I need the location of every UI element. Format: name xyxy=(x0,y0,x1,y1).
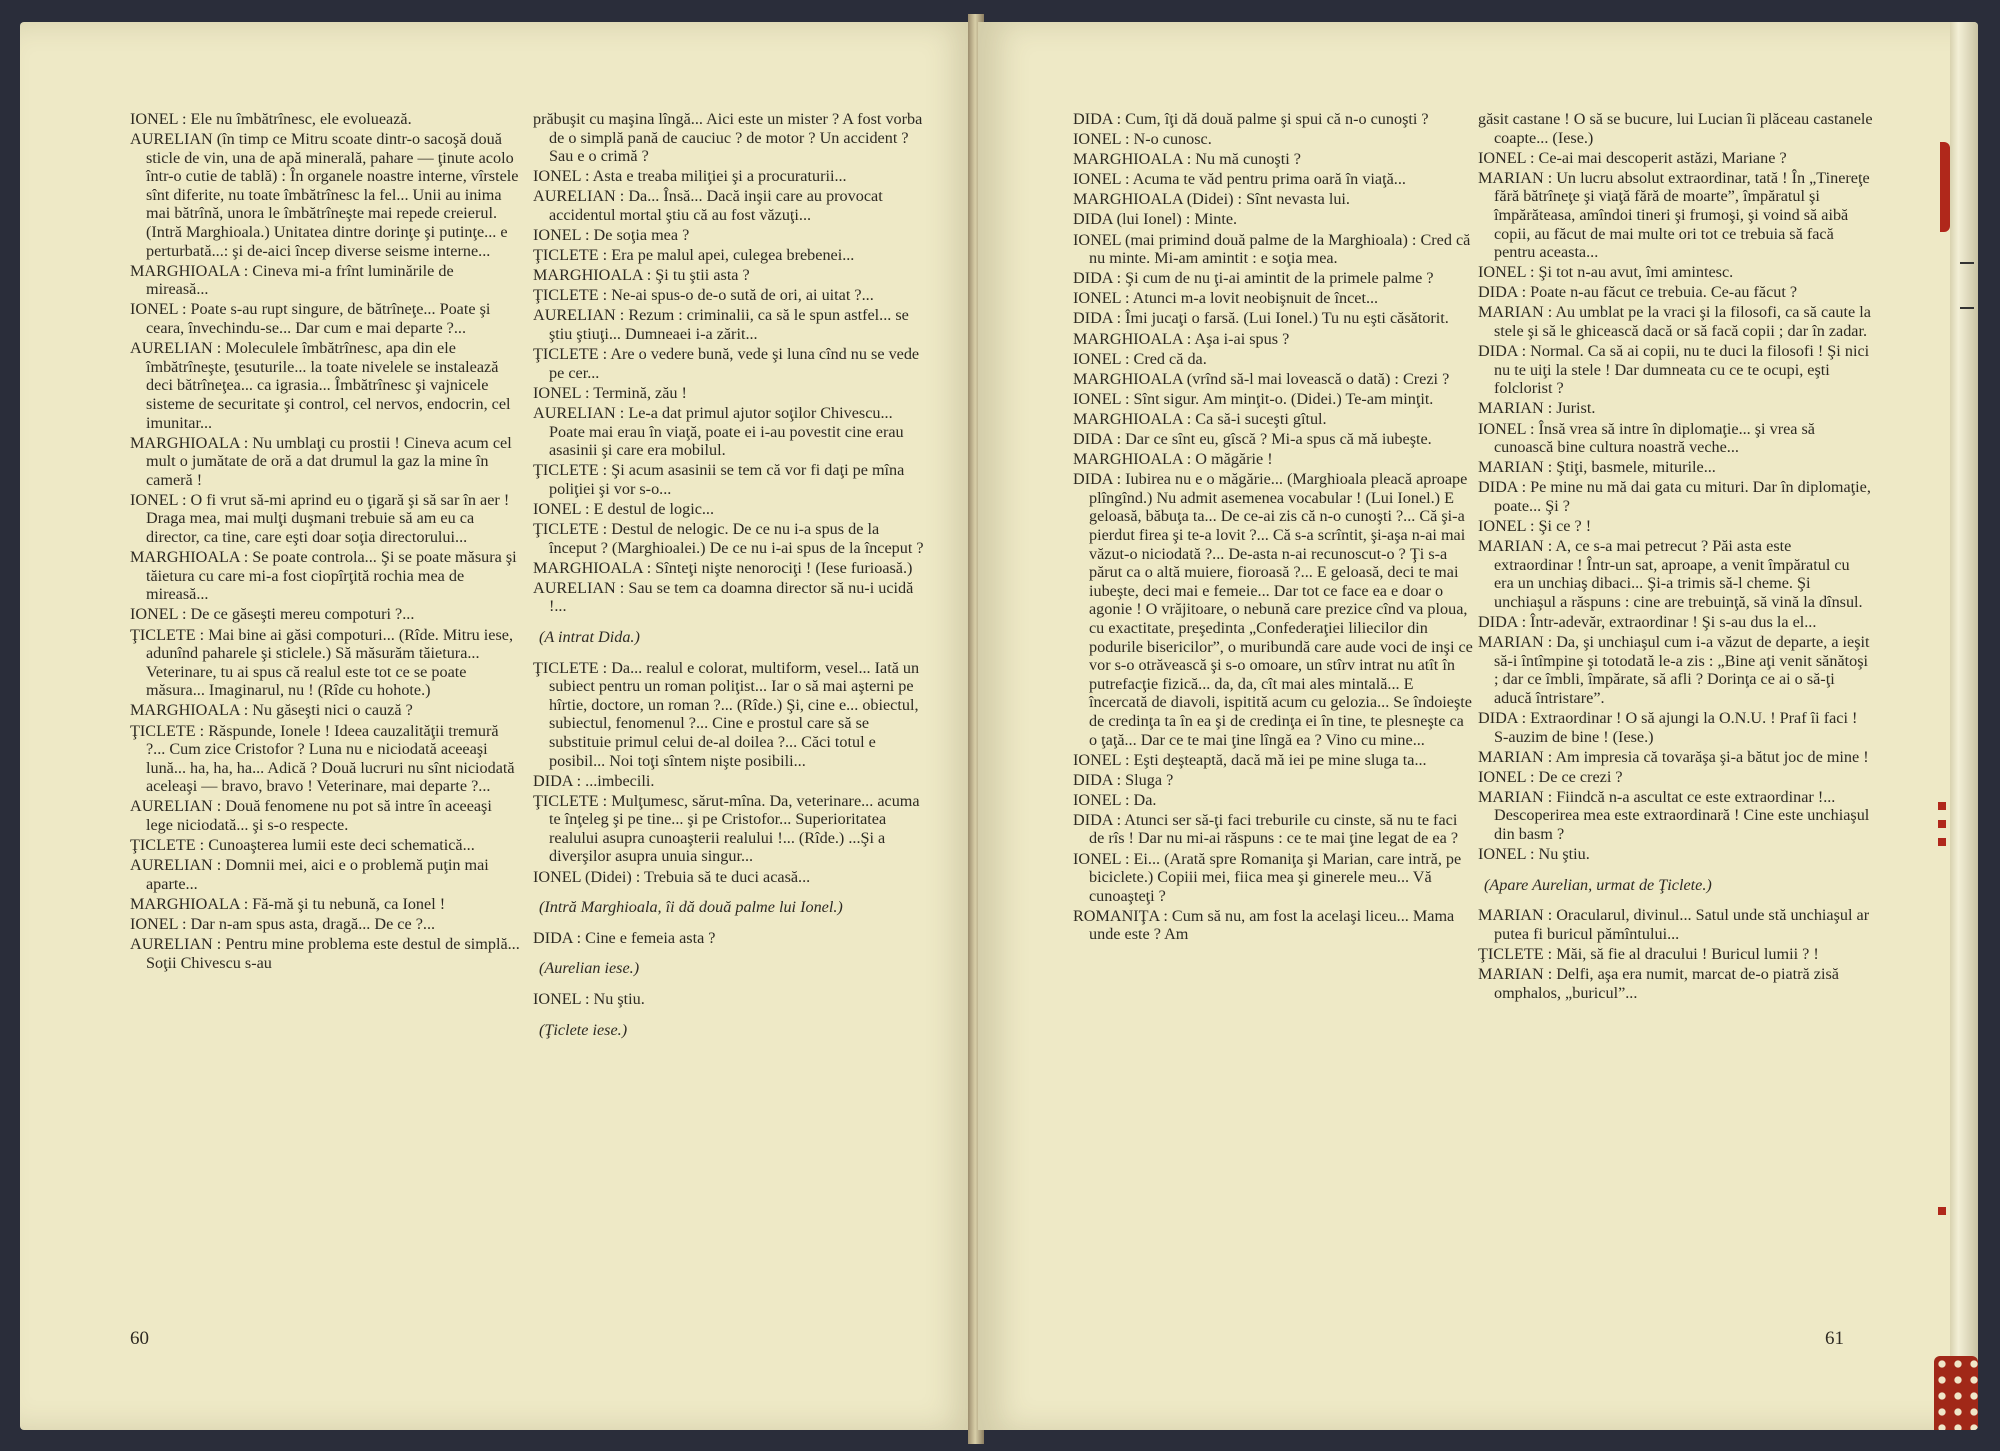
script-line: IONEL (Didei) : Trebuia să te duci acasă... xyxy=(533,867,811,886)
script-line: DIDA : Normal. Ca să ai copii, nu te duci la filosofi ! Şi nici nu te uiţi la stele ! Dar dumneata cu ce te ocupi, eşti folclorist ? xyxy=(1478,342,1870,398)
script-line: IONEL : Dar n-am spus asta, dragă... De ce ?... xyxy=(130,914,436,933)
left-page-column-1 xyxy=(130,110,520,974)
script-line: MARIAN : Am impresia că tovarăşa şi-a bătut joc de mine ! xyxy=(1478,747,1869,766)
script-line: IONEL : Da. xyxy=(1073,790,1157,809)
script-line: DIDA : Extraordinar ! O să ajungi la O.N.U. ! Praf îi faci ! S-auzim de bine ! (Iese.) xyxy=(1478,708,1858,746)
page-number-left: 60 xyxy=(130,1328,149,1349)
script-line: AURELIAN : Domnii mei, aici e o problemă puţin mai aparte... xyxy=(130,856,489,893)
bookmark-tab xyxy=(1940,142,1950,232)
script-line: IONEL : De ce găseşti mereu compoturi ?... xyxy=(130,605,415,624)
script-line: IONEL : Eşti deşteaptă, dacă mă iei pe mine sluga ta... xyxy=(1073,750,1427,769)
script-line: MARIAN : Jurist. xyxy=(1478,399,1596,418)
script-line: AURELIAN : Sau se tem ca doamna director să nu-i ucidă !... xyxy=(533,578,914,616)
script-line: ŢICLETE : Ne-ai spus-o de-o sută de ori, ai uitat ?... xyxy=(533,286,874,305)
script-line: MARIAN : A, ce s-a mai petrecut ? Păi asta este extraordinar ! Într-un sat, aproape, a venit împăratul cu era un unchiaş dibaci... Şi-a trimis să-l cheme. Şi unchiaşul a răspuns : cine are trebuinţă, să vină la dînsul. xyxy=(1478,537,1863,611)
script-line: DIDA : Pe mine nu mă dai gata cu mituri. Dar în diplomaţie, poate... Şi ? xyxy=(1478,478,1871,515)
right-page-column-1 xyxy=(1073,110,1473,946)
script-line: MARGHIOALA : O măgărie ! xyxy=(1073,450,1273,469)
script-line: IONEL : Asta e treaba miliţiei şi a procuraturii... xyxy=(533,167,847,186)
script-line: MARIAN : Oracularul, divinul... Satul unde stă unchiaşul ar putea fi buricul pămîntului... xyxy=(1478,906,1870,943)
script-line: IONEL : De ce crezi ? xyxy=(1478,767,1623,786)
script-line: IONEL : Ele nu îmbătrînesc, ele evoluează. xyxy=(130,110,412,128)
script-line: MARGHIOALA : Se poate controla... Şi se poate măsura şi tăietura cu care mi-a fost ciopîrţită rochia mea de mireasă... xyxy=(130,548,517,604)
script-line: MARGHIOALA (vrînd să-l mai lovească o dată) : Crezi ? xyxy=(1073,369,1450,388)
book-cover-edge xyxy=(0,0,2000,22)
script-line: IONEL : Termină, zău ! xyxy=(533,383,687,402)
script-line: (Ţiclete iese.) xyxy=(539,1020,628,1039)
script-line: DIDA : Într-adevăr, extraordinar ! Şi s-au dus la el... xyxy=(1478,612,1817,631)
script-line: MARGHIOALA : Şi tu ştii asta ? xyxy=(533,266,750,285)
script-line: DIDA : Poate n-au făcut ce trebuia. Ce-au făcut ? xyxy=(1478,283,1798,302)
script-line: (A intrat Dida.) xyxy=(539,627,640,646)
script-line: AURELIAN : Da... Însă... Dacă inşii care au provocat accidentul mortal ştiu că au fost văzuţi... xyxy=(533,187,883,224)
script-line: IONEL : Însă vrea să intre în diplomaţie... şi vrea să cunoască bine cultura noastră veche... xyxy=(1478,419,1815,457)
script-line: MARGHIOALA : Nu găseşti nici o cauză ? xyxy=(130,701,413,720)
edge-mark xyxy=(1960,307,1974,309)
script-line: MARGHIOALA : Aşa i-ai spus ? xyxy=(1073,329,1290,348)
script-line: IONEL : O fi vrut să-mi aprind eu o ţigară şi să sar în aer ! Draga mea, mai mulţi duşmani trebuie să am eu ca director, ca tine, care eşti doar soţia directorului... xyxy=(130,490,510,547)
script-line: MARGHIOALA : Nu mă cunoşti ? xyxy=(1073,150,1301,169)
right-page-column-2 xyxy=(1478,110,1873,1004)
page-number-right: 61 xyxy=(1825,1328,1844,1349)
script-line: IONEL (mai primind două palme de la Marghioala) : Cred că nu minte. Mi-am amintit : e soţia mea. xyxy=(1073,230,1471,268)
script-line: ŢICLETE : Mulţumesc, sărut-mîna. Da, veterinare... acuma te înţeleg şi pe tine... şi pe Cristofor... Superioritatea realului asupra cunoaşterii realului !... (Rîde.) ...Şi a diverşilor asupra unuia singur... xyxy=(533,791,920,866)
script-line: ŢICLETE : Are o vedere bună, vede şi luna cînd nu se vede pe cer... xyxy=(533,345,920,382)
script-line: DIDA : ...imbecili. xyxy=(533,771,655,790)
script-line: (Apare Aurelian, urmat de Ţiclete.) xyxy=(1484,875,1712,894)
script-line: ŢICLETE : Da... realul e colorat, multiform, vesel... Iată un subiect pentru un roman poliţist... Iar o să mai aşterni pe hîrtie, doctore, un roman ?... (Rîde.) Şi, cine e... obiectul, subiectul, fenomenul ?... Cine e prostul care să se substituie primul celui de-al doilea ?... Căci totul e posibil... Noi toţi sîntem nişte posibili... xyxy=(533,658,920,770)
script-line: IONEL : Poate s-au rupt singure, de bătrîneţe... Poate şi ceara, învechindu-se... Dar cum e mai departe ?... xyxy=(130,300,491,338)
script-line: DIDA : Îmi jucaţi o farsă. (Lui Ionel.) Tu nu eşti căsătorit. xyxy=(1073,309,1449,328)
left-page xyxy=(20,22,975,1430)
script-line: MARGHIOALA : Sînteţi nişte nenorociţi ! (Iese furioasă.) xyxy=(533,558,913,577)
script-line: ŢICLETE : Măi, să fie al dracului ! Buricul lumii ? ! xyxy=(1478,944,1819,963)
script-line: ŢICLETE : Cunoaşterea lumii este deci schematică... xyxy=(130,836,475,855)
script-line: (Intră Marghioala, îi dă două palme lui Ionel.) xyxy=(539,898,843,917)
script-line: ŢICLETE : Mai bine ai găsi compoturi... (Rîde. Mitru iese, adunînd paharele şi sticlele.) Să măsurăm tăietura... Veterinare, tu ai spus că realul este tot ce se poate măsura... Imaginarul, nu ! (Rîde cu hohote.) xyxy=(130,625,514,700)
script-line: găsit castane ! O să se bucure, lui Lucian îi plăceau castanele coapte... (Iese.) xyxy=(1478,110,1873,147)
script-line: MARGHIOALA (Didei) : Sînt nevasta lui. xyxy=(1073,190,1350,209)
script-line: IONEL : Nu ştiu. xyxy=(533,989,645,1008)
script-line: MARIAN : Au umblat pe la vraci şi la filosofi, ca să caute la stele şi să le ghicească dacă or să facă copii ; dar în zadar. xyxy=(1478,303,1871,341)
edge-mark xyxy=(1938,820,1946,828)
script-line: IONEL : Cred că da. xyxy=(1073,349,1207,368)
script-line: IONEL : Acuma te văd pentru prima oară în viaţă... xyxy=(1073,170,1406,189)
script-line: ROMANIŢA : Cum să nu, am fost la acelaşi liceu... Mama unde este ? Am xyxy=(1073,906,1455,944)
script-line: DIDA : Atunci ser să-ţi faci treburile cu cinste, să nu te faci de rîs ! Dar nu mi-ai răspuns : ce te mai ţine legat de ea ? xyxy=(1073,810,1459,848)
script-line: AURELIAN : Pentru mine problema este destul de simplă... Soţii Chivescu s-au xyxy=(130,935,520,972)
script-line: MARGHIOALA : Nu umblaţi cu prostii ! Cineva acum cel mult o jumătate de oră a dat drumul la gaz la mine în cameră ! xyxy=(130,433,512,489)
script-line: IONEL : Sînt sigur. Am minţit-o. (Didei.) Te-am minţit. xyxy=(1073,389,1434,408)
edge-mark xyxy=(1938,1207,1946,1215)
script-line: IONEL : Şi ce ? ! xyxy=(1478,516,1592,535)
script-line: prăbuşit cu maşina lîngă... Aici este un mister ? A fost vorba de o simplă pană de cauciuc ? de motor ? Un accident ? Sau e o crimă ? xyxy=(533,110,923,166)
edge-mark xyxy=(1938,802,1946,810)
decorative-pattern-ribbon xyxy=(1934,1356,1978,1430)
edge-mark xyxy=(1938,838,1946,846)
script-line: MARIAN : Da, şi unchiaşul cum i-a văzut de departe, a ieşit să-i întîmpine şi totodată le-a zis : „Bine aţi venit sănătoşi ; dar ce îmbli, împărate, să afli ? Dorinţa ce ai o să-ţi aducă întristare”. xyxy=(1478,633,1870,707)
script-line: MARIAN : Ştiţi, basmele, miturile... xyxy=(1478,458,1716,477)
script-line: DIDA : Şi cum de nu ţi-ai amintit de la primele palme ? xyxy=(1073,269,1434,288)
script-line: ŢICLETE : Răspunde, Ionele ! Ideea cauzalităţii tremură ?... Cum zice Cristofor ? Luna nu e niciodată aceeaşi lună... ha, ha, ha... Adică ? Două lucruri nu sînt niciodată aceleaşi — bravo, bravo ! Veterinare, mai departe ?... xyxy=(130,721,515,796)
script-line: MARIAN : Fiindcă n-a ascultat ce este extraordinar !... Descoperirea mea este extraordinară ! Cine este unchiaşul din basm ? xyxy=(1478,787,1870,843)
script-line: AURELIAN : Rezum : criminalii, ca să le spun astfel... se ştiu ştiuţi... Dumneaei i-a zărit... xyxy=(533,306,909,344)
right-page xyxy=(978,22,1978,1430)
script-line: (Aurelian iese.) xyxy=(539,959,640,978)
script-line: AURELIAN : Le-a dat primul ajutor soţilor Chivescu... Poate mai erau în viaţă, poate ei i-au povestit cine erau asasinii şi care era mobilul. xyxy=(533,403,904,460)
script-line: DIDA : Iubirea nu e o măgărie... (Marghioala pleacă aproape plîngînd.) Nu admit asemenea vocabular ! (Lui Ionel.) E geloasă, băbuţa ta... De ce-ai zis că n-o cunoşti ?... Că şi-a pierdut firea şi te-a lovit ?... Că s-a scrîntit, şi-aşa n-ai mai văzut-o niciodată ?... De-asta n-ai recunoscut-o ? Ţi s-a părut ca o altă muiere, fioroasă ?... E geloasă, deci te mai iubeşte, deci mai e femeie... Dar tot ce face ea e doar o agonie ! O vrăjitoare, o nebună care prezice cînd va ploua, cu exactitate, preşedinta „Confederaţiei liliecilor din podurile bisericilor”, o muribundă care aude voci de inşi ce vor s-o otrăvească şi s-o omoare, un stîrv intrat nu atît în putrefacţie fizică... da, da, cît mai ales mintală... E încercată de diavoli, ispitită acum cu gelozia... Se îndoieşte de credinţa ta în ea şi de credinţa ei în tine, te plesneşte ca o ţaţă... Dar ce te mai ţine lîngă ea ? Vino cu mine... xyxy=(1073,470,1473,749)
script-line: DIDA : Cum, îţi dă două palme şi spui că n-o cunoşti ? xyxy=(1073,110,1429,128)
script-line: IONEL : De soţia mea ? xyxy=(533,226,690,245)
script-line: MARIAN : Delfi, aşa era numit, marcat de-o piatră zisă omphalos, „buricul”... xyxy=(1478,965,1839,1002)
page-edge-stack xyxy=(1950,22,1978,1430)
script-line: AURELIAN : Două fenomene nu pot să intre în aceeaşi lege niciodată... şi s-o respecte. xyxy=(130,797,492,834)
script-line: AURELIAN (în timp ce Mitru scoate dintr-o sacoşă două sticle de vin, una de apă minerală, pahare — ţinute acolo într-o cutie de tablă) : În organele noastre interne, vîrstele sînt diferite, nu toate îmbătrînesc la fel... Unii au inima mai bătrînă, unora le îmbătrîneşte mai repede creierul. (Intră Marghioala.) Unitatea dintre dorinţe şi putinţe... e perturbată...: şi de-aici încep diverse seisme interne... xyxy=(130,130,519,260)
script-line: ŢICLETE : Destul de nelogic. De ce nu i-a spus de la început ? (Marghioalei.) De ce nu i-ai spus de la început ? xyxy=(533,519,924,557)
script-line: DIDA : Sluga ? xyxy=(1073,770,1174,789)
script-line: DIDA : Cine e femeia asta ? xyxy=(533,928,716,947)
script-line: AURELIAN : Moleculele îmbătrînesc, apa din ele îmbătrîneşte, ţesuturile... la toate nivelele se instalează deci bătrîneţea... ca igrasia... Îmbătrînesc şi vajnicele sisteme de securitate şi control, cel nervos, endocrin, cel imunitar... xyxy=(130,339,511,432)
script-line: DIDA : Dar ce sînt eu, gîscă ? Mi-a spus că mă iubeşte. xyxy=(1073,430,1432,448)
script-line: IONEL : Şi tot n-au avut, îmi amintesc. xyxy=(1478,263,1734,282)
script-line: IONEL : Atunci m-a lovit neobişnuit de încet... xyxy=(1073,289,1379,308)
script-line: DIDA (lui Ionel) : Minte. xyxy=(1073,210,1238,229)
edge-mark xyxy=(1960,262,1974,264)
script-line: IONEL : E destul de logic... xyxy=(533,499,715,518)
script-line: MARIAN : Un lucru absolut extraordinar, tată ! În „Tinereţe fără bătrîneţe şi viaţă fără de moarte”, împăratul şi împărăteasa, amîndoi tineri şi frumoşi, şi voind să aibă copii, au făcut de mai multe ori tot ce trebuia să facă pentru aceasta... xyxy=(1478,168,1870,262)
script-line: IONEL : Ei... (Arată spre Romaniţa şi Marian, care intră, pe biciclete.) Copiii mei, fiica mea şi ginerele meu... Vă cunoaşteţi ? xyxy=(1073,849,1462,905)
script-line: MARGHIOALA : Cineva mi-a frînt luminările de mireasă... xyxy=(130,261,454,299)
left-page-column-2 xyxy=(533,110,926,1051)
script-line: IONEL : Ce-ai mai descoperit astăzi, Mariane ? xyxy=(1478,148,1787,167)
script-line: IONEL : Nu ştiu. xyxy=(1478,845,1590,864)
script-line: MARGHIOALA : Ca să-i suceşti gîtul. xyxy=(1073,409,1327,428)
script-line: IONEL : N-o cunosc. xyxy=(1073,130,1212,149)
script-line: MARGHIOALA : Fă-mă şi tu nebună, ca Ionel ! xyxy=(130,894,446,913)
script-line: ŢICLETE : Şi acum asasinii se tem că vor fi daţi pe mîna poliţiei şi vor s-o... xyxy=(533,461,905,498)
script-line: ŢICLETE : Era pe malul apei, culegea brebenei... xyxy=(533,246,855,265)
